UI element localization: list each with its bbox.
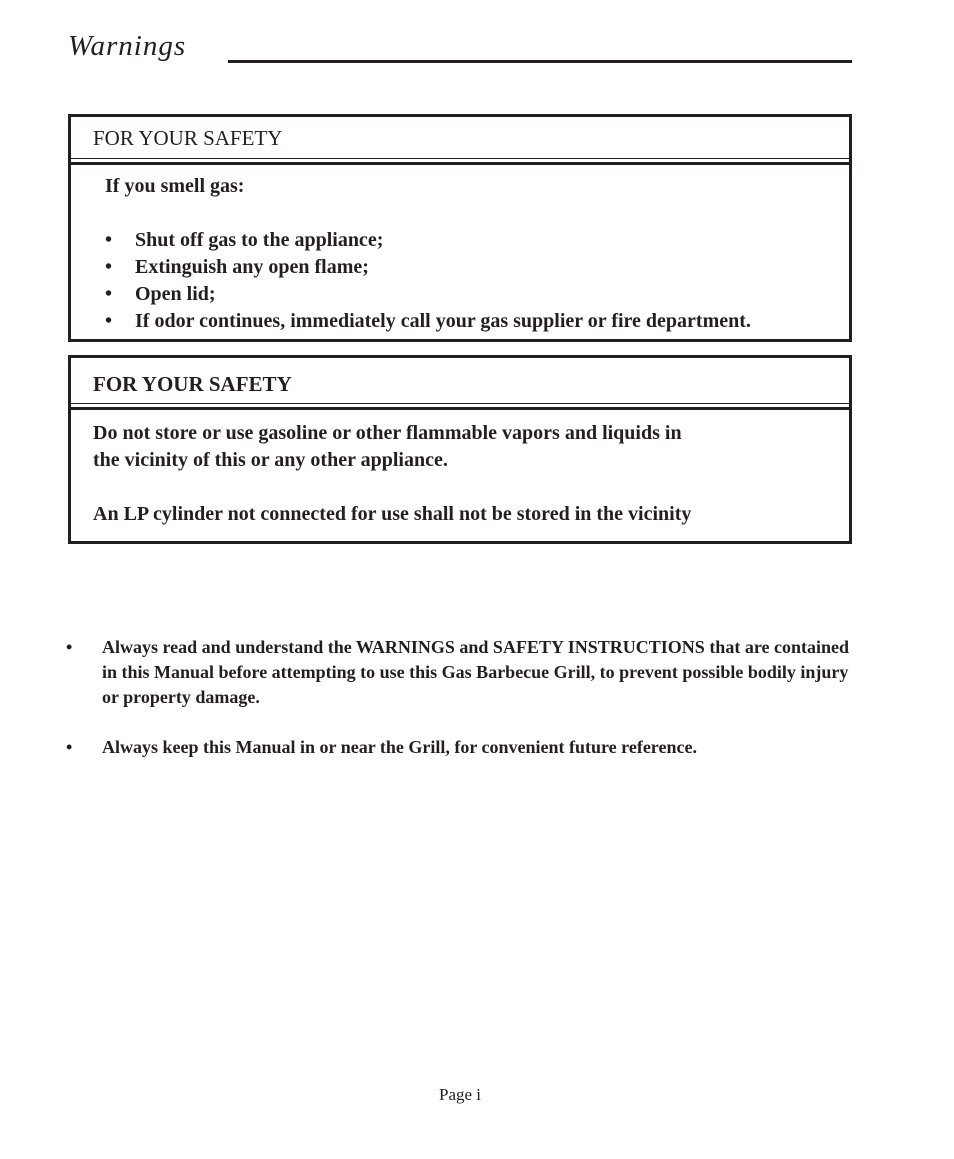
safety-paragraph-line: Do not store or use gasoline or other flammable vapors and liquids in: [93, 422, 682, 444]
list-item: [66, 635, 856, 710]
list-item-text: Open lid;: [135, 283, 216, 305]
list-item: [105, 254, 751, 281]
page-title: Warnings: [68, 30, 187, 62]
safety-box-flammables: [68, 355, 852, 544]
list-item: [105, 281, 751, 308]
bullet-icon: •: [105, 310, 113, 332]
list-item-text: Always keep this Manual in or near the Grill, for convenient future reference.: [102, 737, 697, 757]
bullet-icon: •: [105, 229, 113, 251]
safety-paragraph-line: the vicinity of this or any other appliance.: [93, 449, 448, 471]
list-item-text: If odor continues, immediately call your gas supplier or fire department.: [135, 310, 751, 332]
safety-box-body: [93, 420, 833, 528]
heading-divider-thick: [71, 162, 849, 165]
heading-divider-thin: [71, 403, 849, 404]
safety-box-heading: FOR YOUR SAFETY: [93, 126, 283, 150]
safety-paragraph: [93, 420, 833, 474]
safety-box-gas-smell: [68, 114, 852, 342]
header-rule: [228, 60, 852, 63]
list-item-text: Shut off gas to the appliance;: [135, 229, 384, 251]
safety-intro: If you smell gas:: [105, 175, 245, 197]
list-item: [105, 308, 751, 335]
safety-box-heading: FOR YOUR SAFETY: [93, 372, 292, 396]
safety-box-body: [105, 173, 751, 335]
bullet-icon: •: [66, 637, 73, 657]
list-item-text: Always read and understand the WARNINGS and SAFETY INSTRUCTIONS that are contained in this Manual before attempting to use this Gas Barbecue Grill, to prevent possible bodily injury or property damage.: [102, 637, 849, 707]
bullet-icon: •: [105, 256, 113, 278]
bullet-icon: •: [105, 283, 113, 305]
heading-divider-thin: [71, 158, 849, 159]
heading-divider-thick: [71, 407, 849, 410]
list-item: [105, 227, 751, 254]
general-warnings-list: [66, 635, 856, 785]
page-number: Page i: [438, 1085, 482, 1104]
bullet-icon: •: [66, 737, 73, 757]
list-item: [66, 735, 856, 760]
safety-paragraph: An LP cylinder not connected for use shall not be stored in the vicinity: [93, 503, 692, 525]
list-item-text: Extinguish any open flame;: [135, 256, 369, 278]
